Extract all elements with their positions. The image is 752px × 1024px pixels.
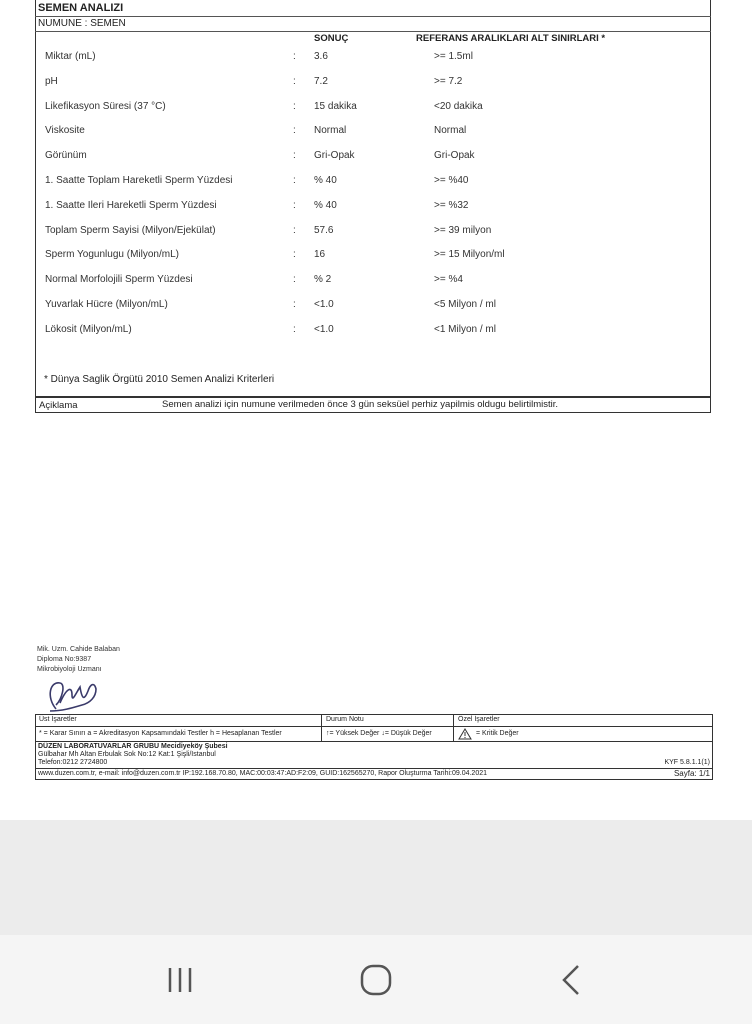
footnote: * Dünya Saglik Örgütü 2010 Semen Analizi Kriterleri xyxy=(44,374,275,385)
separator: : xyxy=(293,125,296,137)
reference-value: Gri-Opak xyxy=(434,150,475,162)
reference-value: >= 39 milyon xyxy=(434,224,492,236)
reference-value: Normal xyxy=(434,125,467,137)
separator: : xyxy=(293,323,296,335)
reference-value: >= %4 xyxy=(434,274,463,286)
result-value: 3.6 xyxy=(314,51,328,62)
separator: : xyxy=(293,150,296,162)
report-title: SEMEN ANALIZI xyxy=(38,2,124,14)
legend-table xyxy=(35,714,713,742)
result-value: 57.6 xyxy=(314,224,334,236)
status-header: Durum Notu xyxy=(326,716,364,723)
home-icon[interactable] xyxy=(356,960,396,1000)
reference-value: <5 Milyon / ml xyxy=(434,299,496,310)
test-name: Lökosit (Milyon/mL) xyxy=(45,323,132,335)
separator: : xyxy=(293,75,296,87)
special-header: Özel İşaretler xyxy=(458,716,500,723)
separator: : xyxy=(293,224,296,236)
table-row xyxy=(0,175,752,195)
divider xyxy=(36,768,712,769)
table-row xyxy=(0,324,752,344)
table-row xyxy=(0,51,752,71)
table-row xyxy=(0,150,752,170)
result-value: % 2 xyxy=(314,274,332,286)
page-number: Sayfa: 1/1 xyxy=(673,769,710,778)
result-value: % 40 xyxy=(314,175,337,186)
reference-value: >= 15 Milyon/ml xyxy=(434,249,505,261)
description-text: Semen analizi için numune verilmeden önce 3 gün seksüel perhiz yapilmis oldugu belirtilmistir. xyxy=(162,399,559,410)
test-name: Viskosite xyxy=(45,125,85,137)
result-value: Normal xyxy=(314,125,347,137)
result-value: 16 xyxy=(314,249,326,261)
separator: : xyxy=(293,175,296,186)
recent-apps-icon[interactable] xyxy=(160,960,200,1000)
test-name: Yuvarlak Hücre (Milyon/mL) xyxy=(45,299,168,310)
reference-value: >= 1.5ml xyxy=(434,51,473,62)
description-label: Açiklama xyxy=(39,400,78,411)
reference-value: <20 dakika xyxy=(434,100,483,112)
result-value: 15 dakika xyxy=(314,100,357,112)
result-value: 7.2 xyxy=(314,75,328,87)
reference-value: >= %40 xyxy=(434,175,469,186)
reference-column-header: REFERANS ARALIKLARI ALT SINIRLARI * xyxy=(416,33,606,44)
footer-info: www.duzen.com.tr, e-mail: info@duzen.com.tr IP:192.168.70.80, MAC:00:03:47:AD:F2:09, GUID:162565270, Rapor Oluşturma Tarihi:09.04.2021 xyxy=(38,770,487,777)
separator: : xyxy=(293,51,296,62)
test-name: 1. Saatte Ileri Hareketli Sperm Yüzdesi xyxy=(45,199,217,211)
separator: : xyxy=(293,249,296,261)
signature-image xyxy=(42,675,104,717)
test-name: Miktar (mL) xyxy=(45,51,96,62)
result-column-header: SONUÇ xyxy=(314,33,349,44)
table-row xyxy=(0,225,752,245)
symbols-text: * = Karar Sınırı a = Akreditasyon Kapsamındaki Testler h = Hesaplanan Testler xyxy=(39,730,282,737)
test-name: Sperm Yogunlugu (Milyon/mL) xyxy=(45,249,179,261)
lab-info xyxy=(35,742,713,780)
special-text: = Kritik Değer xyxy=(476,730,519,737)
separator: : xyxy=(293,199,296,211)
test-name: 1. Saatte Toplam Hareketli Sperm Yüzdesi xyxy=(45,175,233,186)
result-value: <1.0 xyxy=(314,299,334,310)
divider xyxy=(321,715,322,741)
test-name: Likefikasyon Süresi (37 °C) xyxy=(45,100,166,112)
signer-diploma: Diploma No:9387 xyxy=(37,656,92,663)
reference-value: >= %32 xyxy=(434,199,469,211)
result-value: % 40 xyxy=(314,199,337,211)
reference-value: <1 Milyon / ml xyxy=(434,323,496,335)
form-code: KYF 5.8.1.1(1) xyxy=(664,759,710,766)
result-value: <1.0 xyxy=(314,323,334,335)
description-row xyxy=(35,397,711,413)
status-text: ↑= Yüksek Değer ↓= Düşük Değer xyxy=(326,730,432,737)
test-name: Toplam Sperm Sayisi (Milyon/Ejekülat) xyxy=(45,224,216,236)
table-row xyxy=(0,299,752,319)
separator: : xyxy=(293,100,296,112)
table-row xyxy=(0,125,752,145)
divider xyxy=(36,726,712,727)
test-name: pH xyxy=(45,75,58,87)
test-name: Normal Morfolojili Sperm Yüzdesi xyxy=(45,274,193,286)
table-row xyxy=(0,101,752,121)
signer-name: Mik. Uzm. Cahide Balaban xyxy=(37,646,120,653)
lab-address: Gülbahar Mh Altan Erbulak Sok No:12 Kat:1 Şişli/Istanbul xyxy=(38,751,216,758)
result-value: Gri-Opak xyxy=(314,150,355,162)
table-row xyxy=(0,200,752,220)
divider xyxy=(453,715,454,741)
viewer-background xyxy=(0,820,752,935)
signer-title: Mikrobiyoloji Uzmanı xyxy=(37,666,102,673)
symbols-header: Üst İşaretler xyxy=(39,716,77,723)
sample-label: NUMUNE : SEMEN xyxy=(38,18,126,29)
separator: : xyxy=(293,274,296,286)
back-icon[interactable] xyxy=(552,960,592,1000)
reference-value: >= 7.2 xyxy=(434,75,463,87)
separator: : xyxy=(293,299,296,310)
warning-icon xyxy=(458,728,472,740)
divider xyxy=(35,31,711,32)
lab-phone: Telefon:0212 2724800 xyxy=(38,759,108,766)
table-row xyxy=(0,274,752,294)
table-row xyxy=(0,249,752,269)
lab-name: DÜZEN LABORATUVARLAR GRUBU Mecidiyeköy Şubesi xyxy=(38,743,228,750)
test-name: Görünüm xyxy=(45,150,87,162)
table-row xyxy=(0,76,752,96)
divider xyxy=(35,16,711,17)
